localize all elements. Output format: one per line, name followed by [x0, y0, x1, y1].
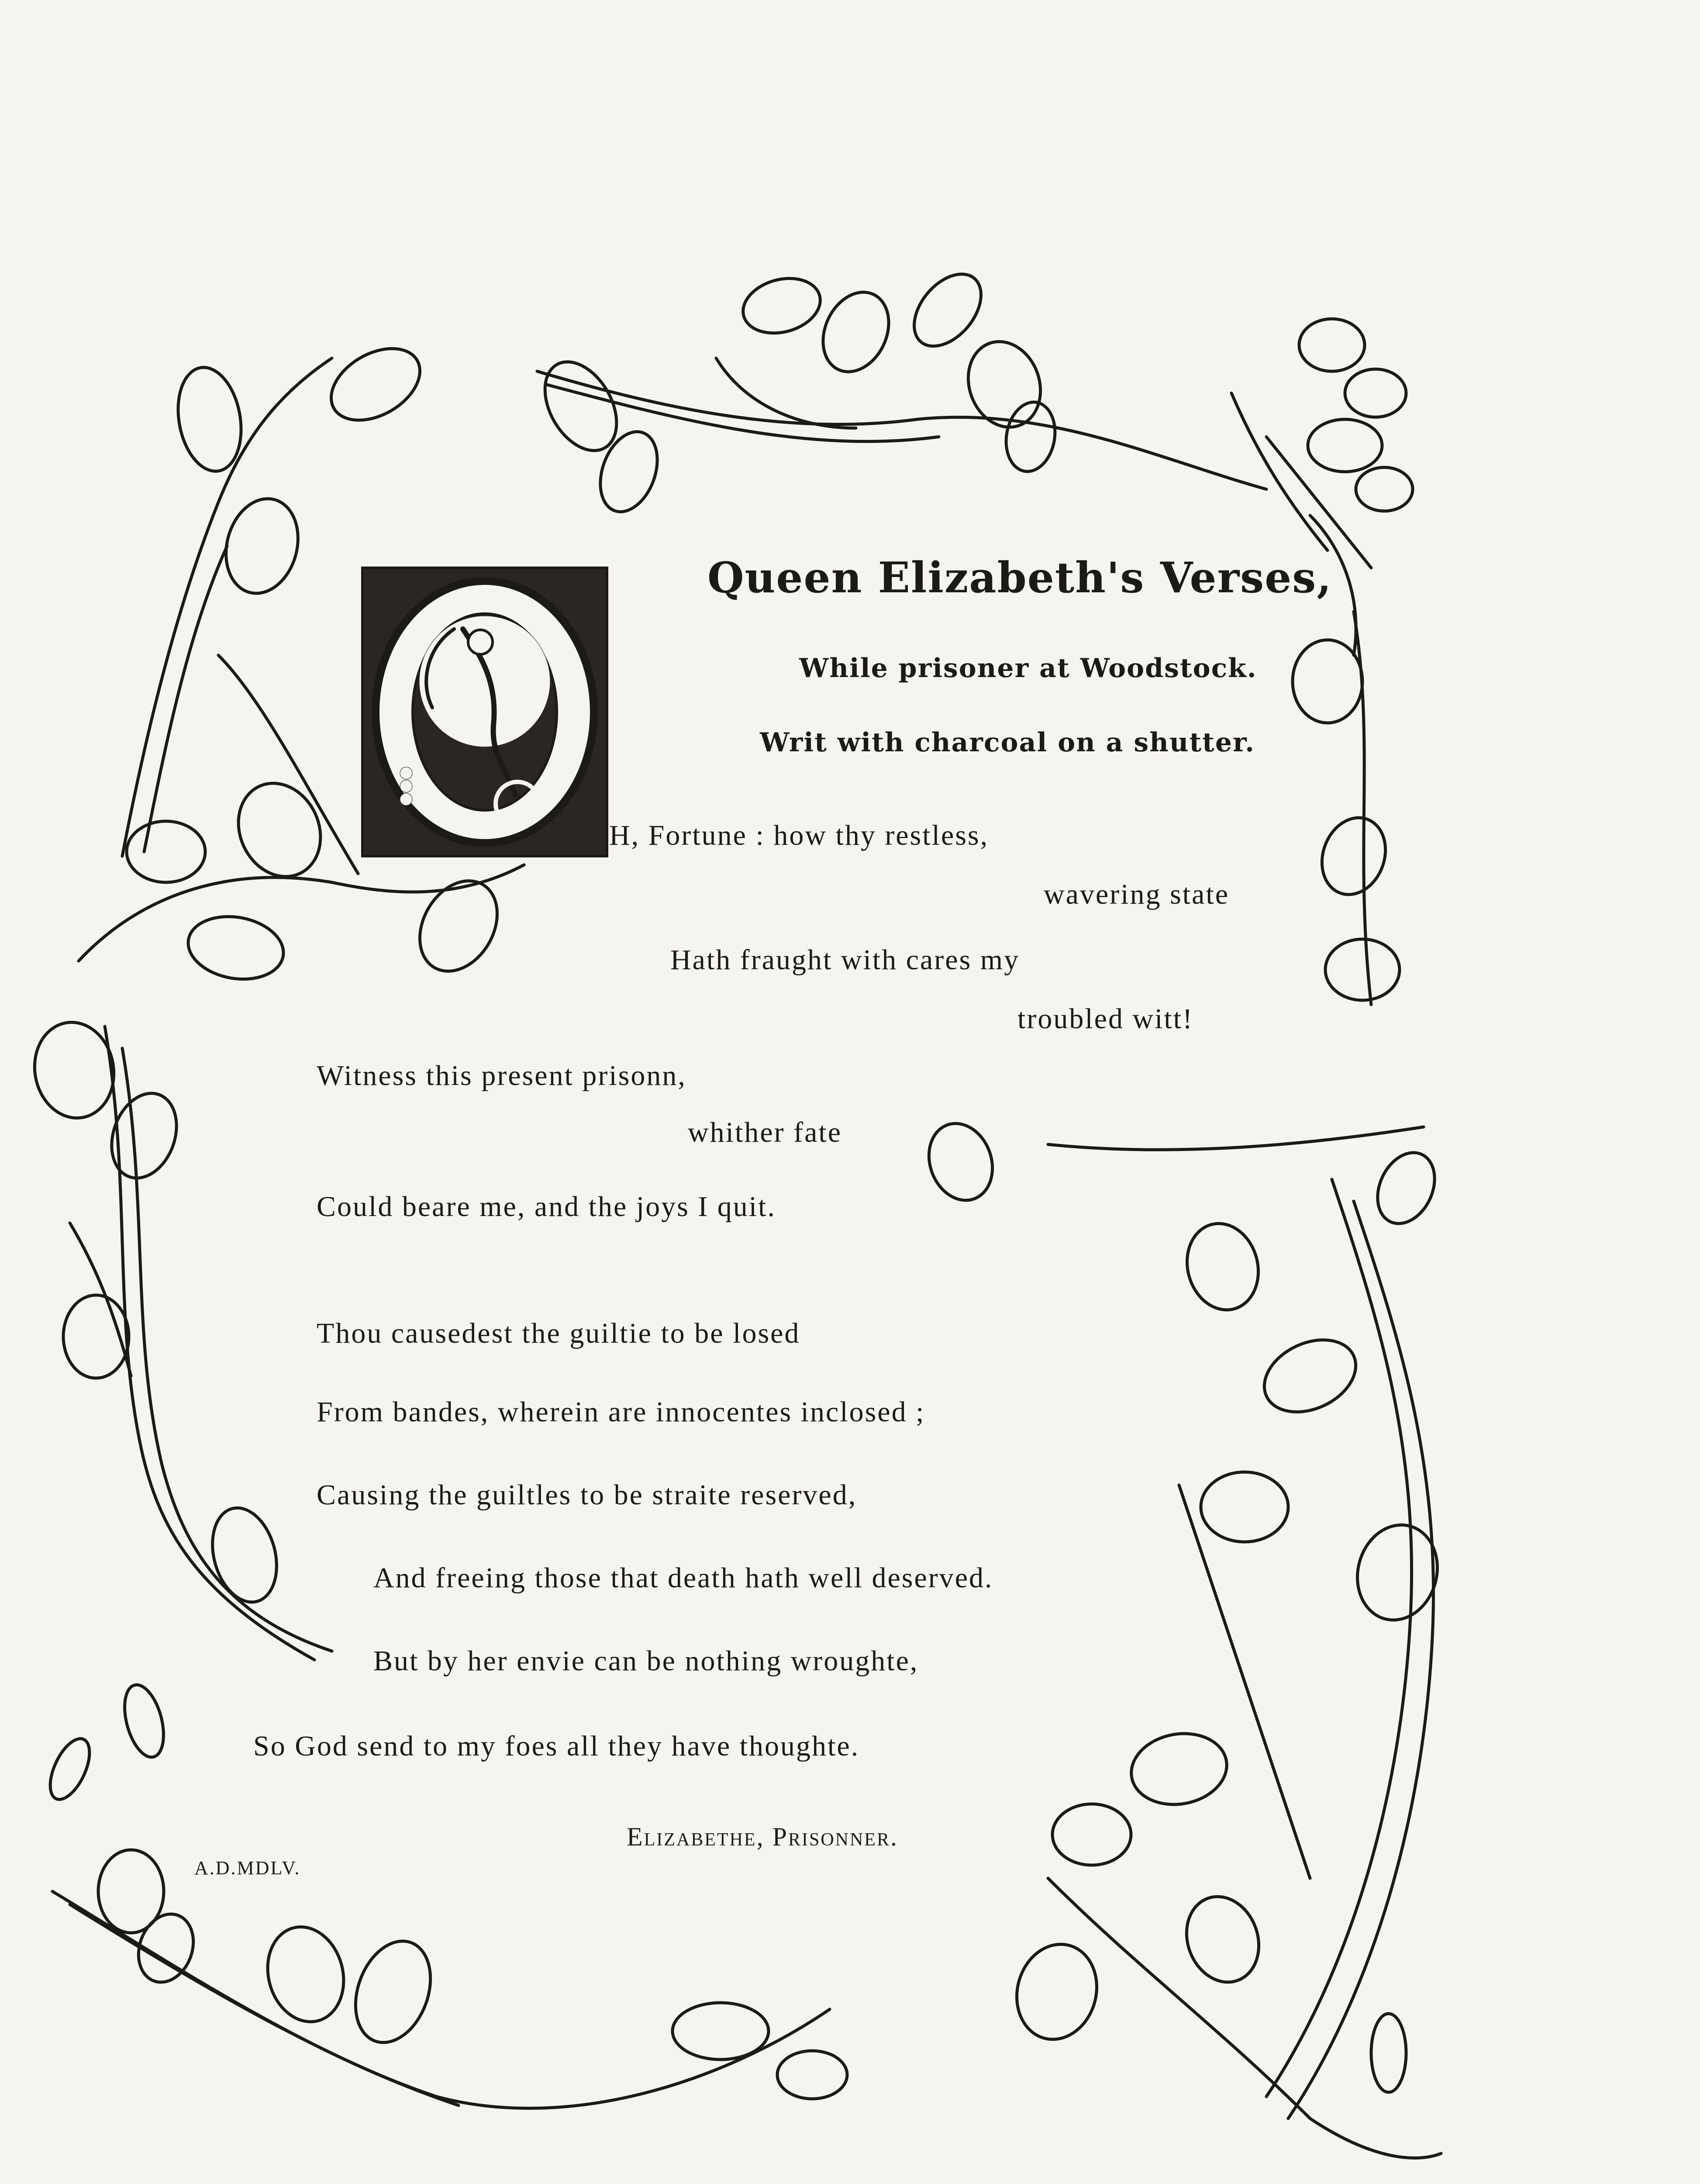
verse-line-7: Could beare me, and the joys I quit. [317, 1191, 776, 1223]
signature: Elizabethe, Prisonner. [627, 1822, 898, 1851]
date-line: A.D.MDLV. [194, 1857, 301, 1879]
verse-line-5: Witness this present prisonn, [317, 1060, 686, 1092]
verse-line-11: And freeing those that death hath well deserved. [373, 1562, 993, 1594]
verse-line-13: So God send to my foes all they have thoughte. [253, 1730, 860, 1762]
verse-line-8: Thou causedest the guiltie to be losed [317, 1317, 800, 1349]
bottom-left-violet-cluster [52, 1850, 847, 2108]
verse-line-9: From bandes, wherein are innocentes inclosed ; [317, 1396, 925, 1428]
poem-title: Queen Elizabeth's Verses, [707, 553, 1332, 602]
poem-subtitle-medium: Writ with charcoal on a shutter. [760, 727, 1255, 758]
verse-line-4: troubled witt! [1017, 1003, 1194, 1035]
left-violet-column [27, 1016, 332, 1805]
verse-line-6: whither fate [688, 1116, 842, 1148]
verse-line-3: Hath fraught with cares my [670, 944, 1020, 976]
initial-letter-frame [362, 568, 607, 856]
right-violet-cluster [918, 612, 1448, 2158]
verse-line-1: H, Fortune : how thy restless, [609, 819, 989, 851]
verse-line-10: Causing the guiltles to be straite reserved, [317, 1479, 857, 1511]
verse-line-12: But by her envie can be nothing wroughte, [373, 1645, 919, 1677]
verse-line-2: wavering state [1044, 878, 1230, 910]
poem-subtitle-location: While prisoner at Woodstock. [799, 653, 1257, 684]
